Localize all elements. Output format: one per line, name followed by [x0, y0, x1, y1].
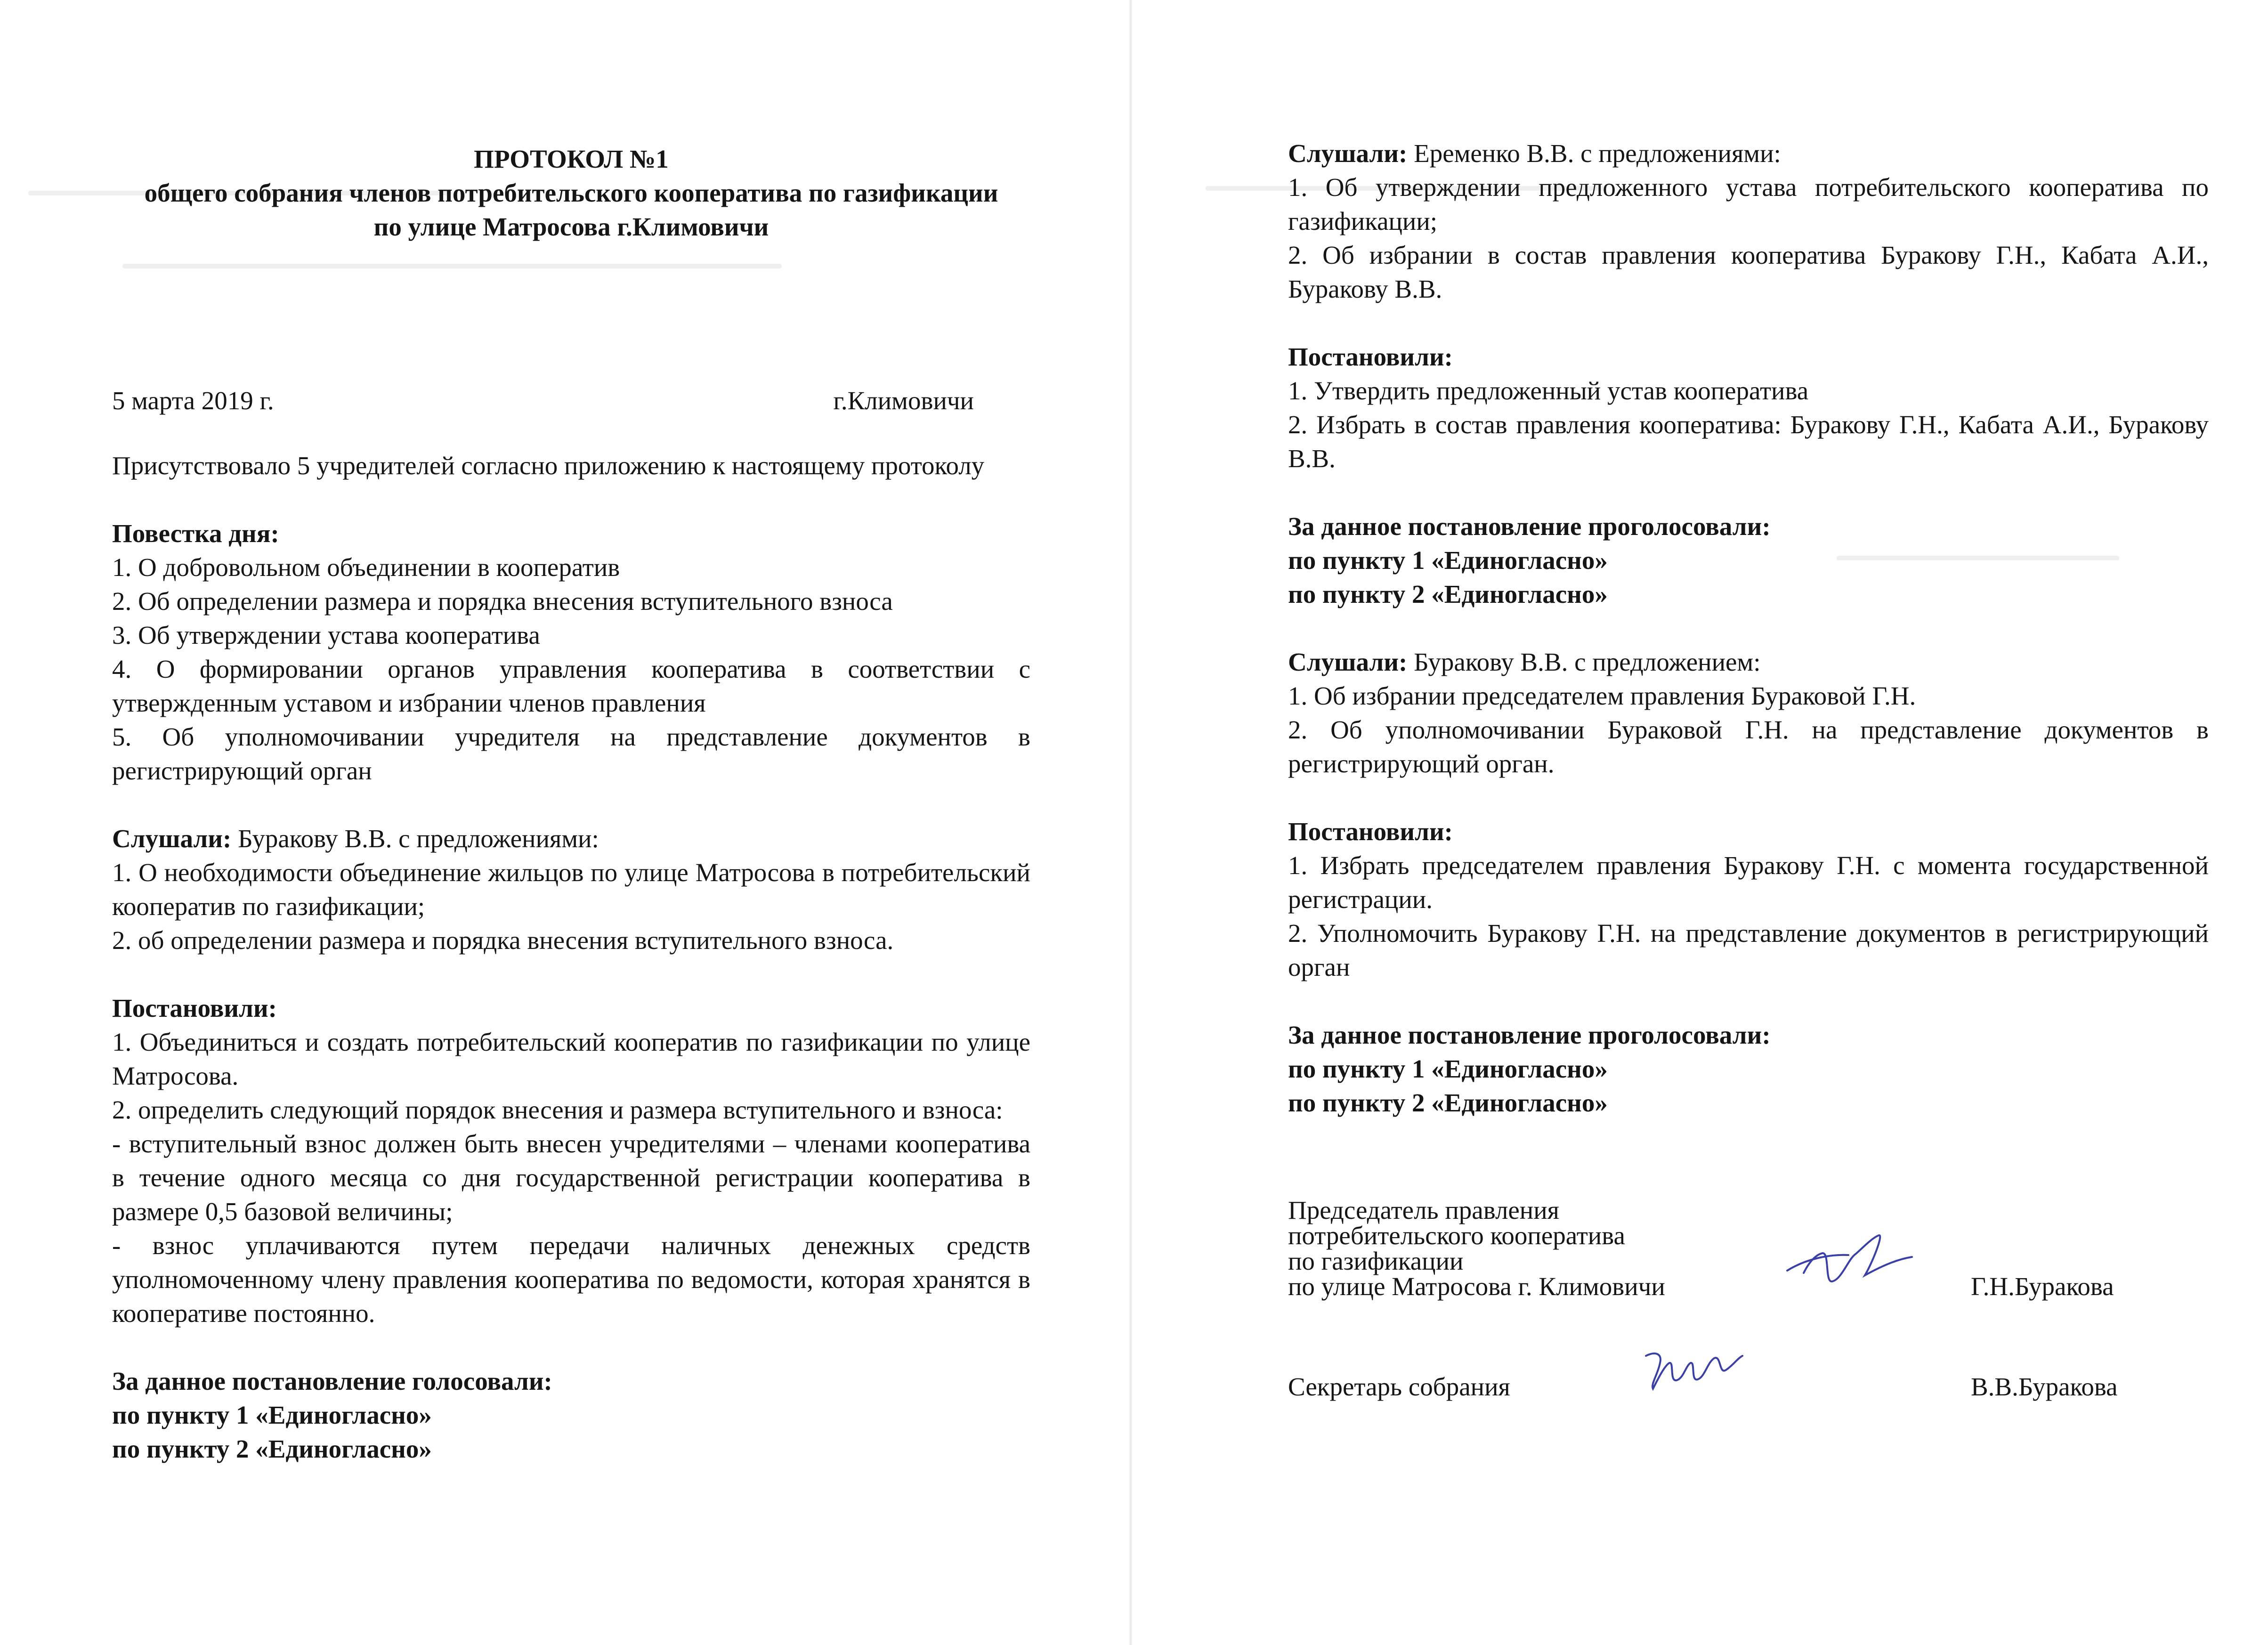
agenda-heading: Повестка дня:: [112, 519, 279, 548]
vote-heading: За данное постановление голосовали:: [112, 1367, 552, 1395]
resolved-heading: Постановили:: [1288, 342, 1453, 371]
heard-text: Буракову В.В. с предложениями:: [231, 824, 599, 853]
resolved-item: 1. Утвердить предложенный устав кооператива: [1288, 376, 1809, 405]
vote-item: по пункту 2 «Единогласно»: [112, 1434, 432, 1463]
heard-item: 2. об определении размера и порядка внесения вступительного взноса.: [112, 926, 894, 955]
attendance-text: Присутствовало 5 учредителей согласно приложению к настоящему протоколу: [112, 451, 985, 480]
resolved-item: 2. Уполномочить Буракову Г.Н. на представление документов в регистрирующий орган: [1288, 919, 2209, 981]
agenda-item: 3. Об утверждении устава кооператива: [112, 621, 540, 649]
agenda-item: 2. Об определении размера и порядка внесения вступительного взноса: [112, 587, 893, 616]
heard-item: 1. О необходимости объединение жильцов по улице Матросова в потребительский кооператив по газификации;: [112, 858, 1030, 921]
left-page: [112, 0, 1030, 1645]
heard-text: Еременко В.В. с предложениями:: [1407, 139, 1781, 168]
vote-item: по пункту 1 «Единогласно»: [1288, 546, 1608, 575]
vote-item: по пункту 2 «Единогласно»: [1288, 580, 1608, 608]
secretary-label: Секретарь собрания: [1288, 1372, 1510, 1401]
heard-label: Слушали:: [1288, 648, 1408, 676]
resolved-item: 2. Избрать в состав правления кооператива: Буракову Г.Н., Кабата А.И., Буракову В.В.: [1288, 410, 2209, 473]
protocol-title: [112, 142, 1030, 244]
heard-text: Буракову В.В. с предложением:: [1407, 648, 1761, 676]
heard-label: Слушали:: [1288, 139, 1408, 168]
heard-item: 1. Об избрании председателем правления Бураковой Г.Н.: [1288, 681, 1916, 710]
resolved-item: - взнос уплачиваются путем передачи наличных денежных средств уполномоченному члену правления кооператива по ведомости, которая хранятся в кооперативе постоянно.: [112, 1231, 1030, 1328]
vote-item: по пункту 2 «Единогласно»: [1288, 1088, 1608, 1117]
heard-label: Слушали:: [112, 824, 232, 853]
chair-title-line: по газификации: [1288, 1247, 1464, 1275]
resolved-heading: Постановили:: [112, 994, 277, 1022]
page-fold: [1129, 0, 1132, 1645]
heard-item: 1. Об утверждении предложенного устава потребительского кооператива по газификации;: [1288, 173, 2209, 235]
vote-item: по пункту 1 «Единогласно»: [1288, 1054, 1608, 1083]
chair-title-line: по улице Матросова г. Климовичи: [1288, 1272, 1665, 1301]
resolved-heading: Постановили:: [1288, 817, 1453, 846]
heard-section: [112, 822, 1030, 856]
meeting-city: г.Климовичи: [833, 386, 974, 415]
resolved-item: 2. определить следующий порядок внесения и размера вступительного и взноса:: [112, 1095, 1003, 1124]
heard-item: 2. Об избрании в состав правления кооператива Буракову Г.Н., Кабата А.И., Буракову В.В.: [1288, 241, 2209, 303]
vote-heading: За данное постановление проголосовали:: [1288, 512, 1771, 541]
agenda-list: [112, 551, 1030, 788]
chair-title-line: Председатель правления: [1288, 1196, 1559, 1224]
title-address: по улице Матросова г.Климовичи: [373, 212, 769, 241]
chair-signature-block: [1288, 1198, 2209, 1299]
title-number: ПРОТОКОЛ №1: [474, 145, 669, 173]
agenda-item: 5. Об уполномочивании учредителя на представление документов в регистрирующий орган: [112, 722, 1030, 785]
agenda-item: 1. О добровольном объединении в кооператив: [112, 553, 620, 582]
heard-item: 2. Об уполномочивании Бураковой Г.Н. на представление документов в регистрирующий орган.: [1288, 715, 2209, 778]
agenda-item: 4. О формировании органов управления кооператива в соответствии с утвержденным уставом и избрании членов правления: [112, 655, 1030, 717]
chair-title-line: потребительского кооператива: [1288, 1221, 1625, 1250]
vote-heading: За данное постановление проголосовали:: [1288, 1021, 1771, 1049]
resolved-item: - вступительный взнос должен быть внесен учредителями – членами кооператива в течение одного месяца со дня государственной регистрации кооператива в размере 0,5 базовой величины;: [112, 1129, 1030, 1226]
heard-section: [1288, 645, 2209, 679]
secretary-signature: [1636, 1337, 1750, 1398]
vote-item: по пункту 1 «Единогласно»: [112, 1401, 432, 1429]
chair-signature: [1778, 1226, 1919, 1297]
resolved-item: 1. Избрать председателем правления Буракову Г.Н. с момента государственной регистрации.: [1288, 851, 2209, 914]
right-page: [1288, 0, 2209, 1645]
chair-name: Г.Н.Буракова: [1971, 1272, 2114, 1301]
secretary-signature-block: [1288, 1370, 2209, 1404]
secretary-name: В.В.Буракова: [1971, 1372, 2118, 1401]
heard-section: [1288, 137, 2209, 170]
resolved-item: 1. Объединиться и создать потребительский кооператив по газификации по улице Матросова.: [112, 1028, 1030, 1090]
meeting-date: 5 марта 2019 г.: [112, 386, 274, 415]
title-subject: общего собрания членов потребительского кооператива по газификации: [144, 178, 998, 207]
date-line: [112, 384, 1030, 418]
